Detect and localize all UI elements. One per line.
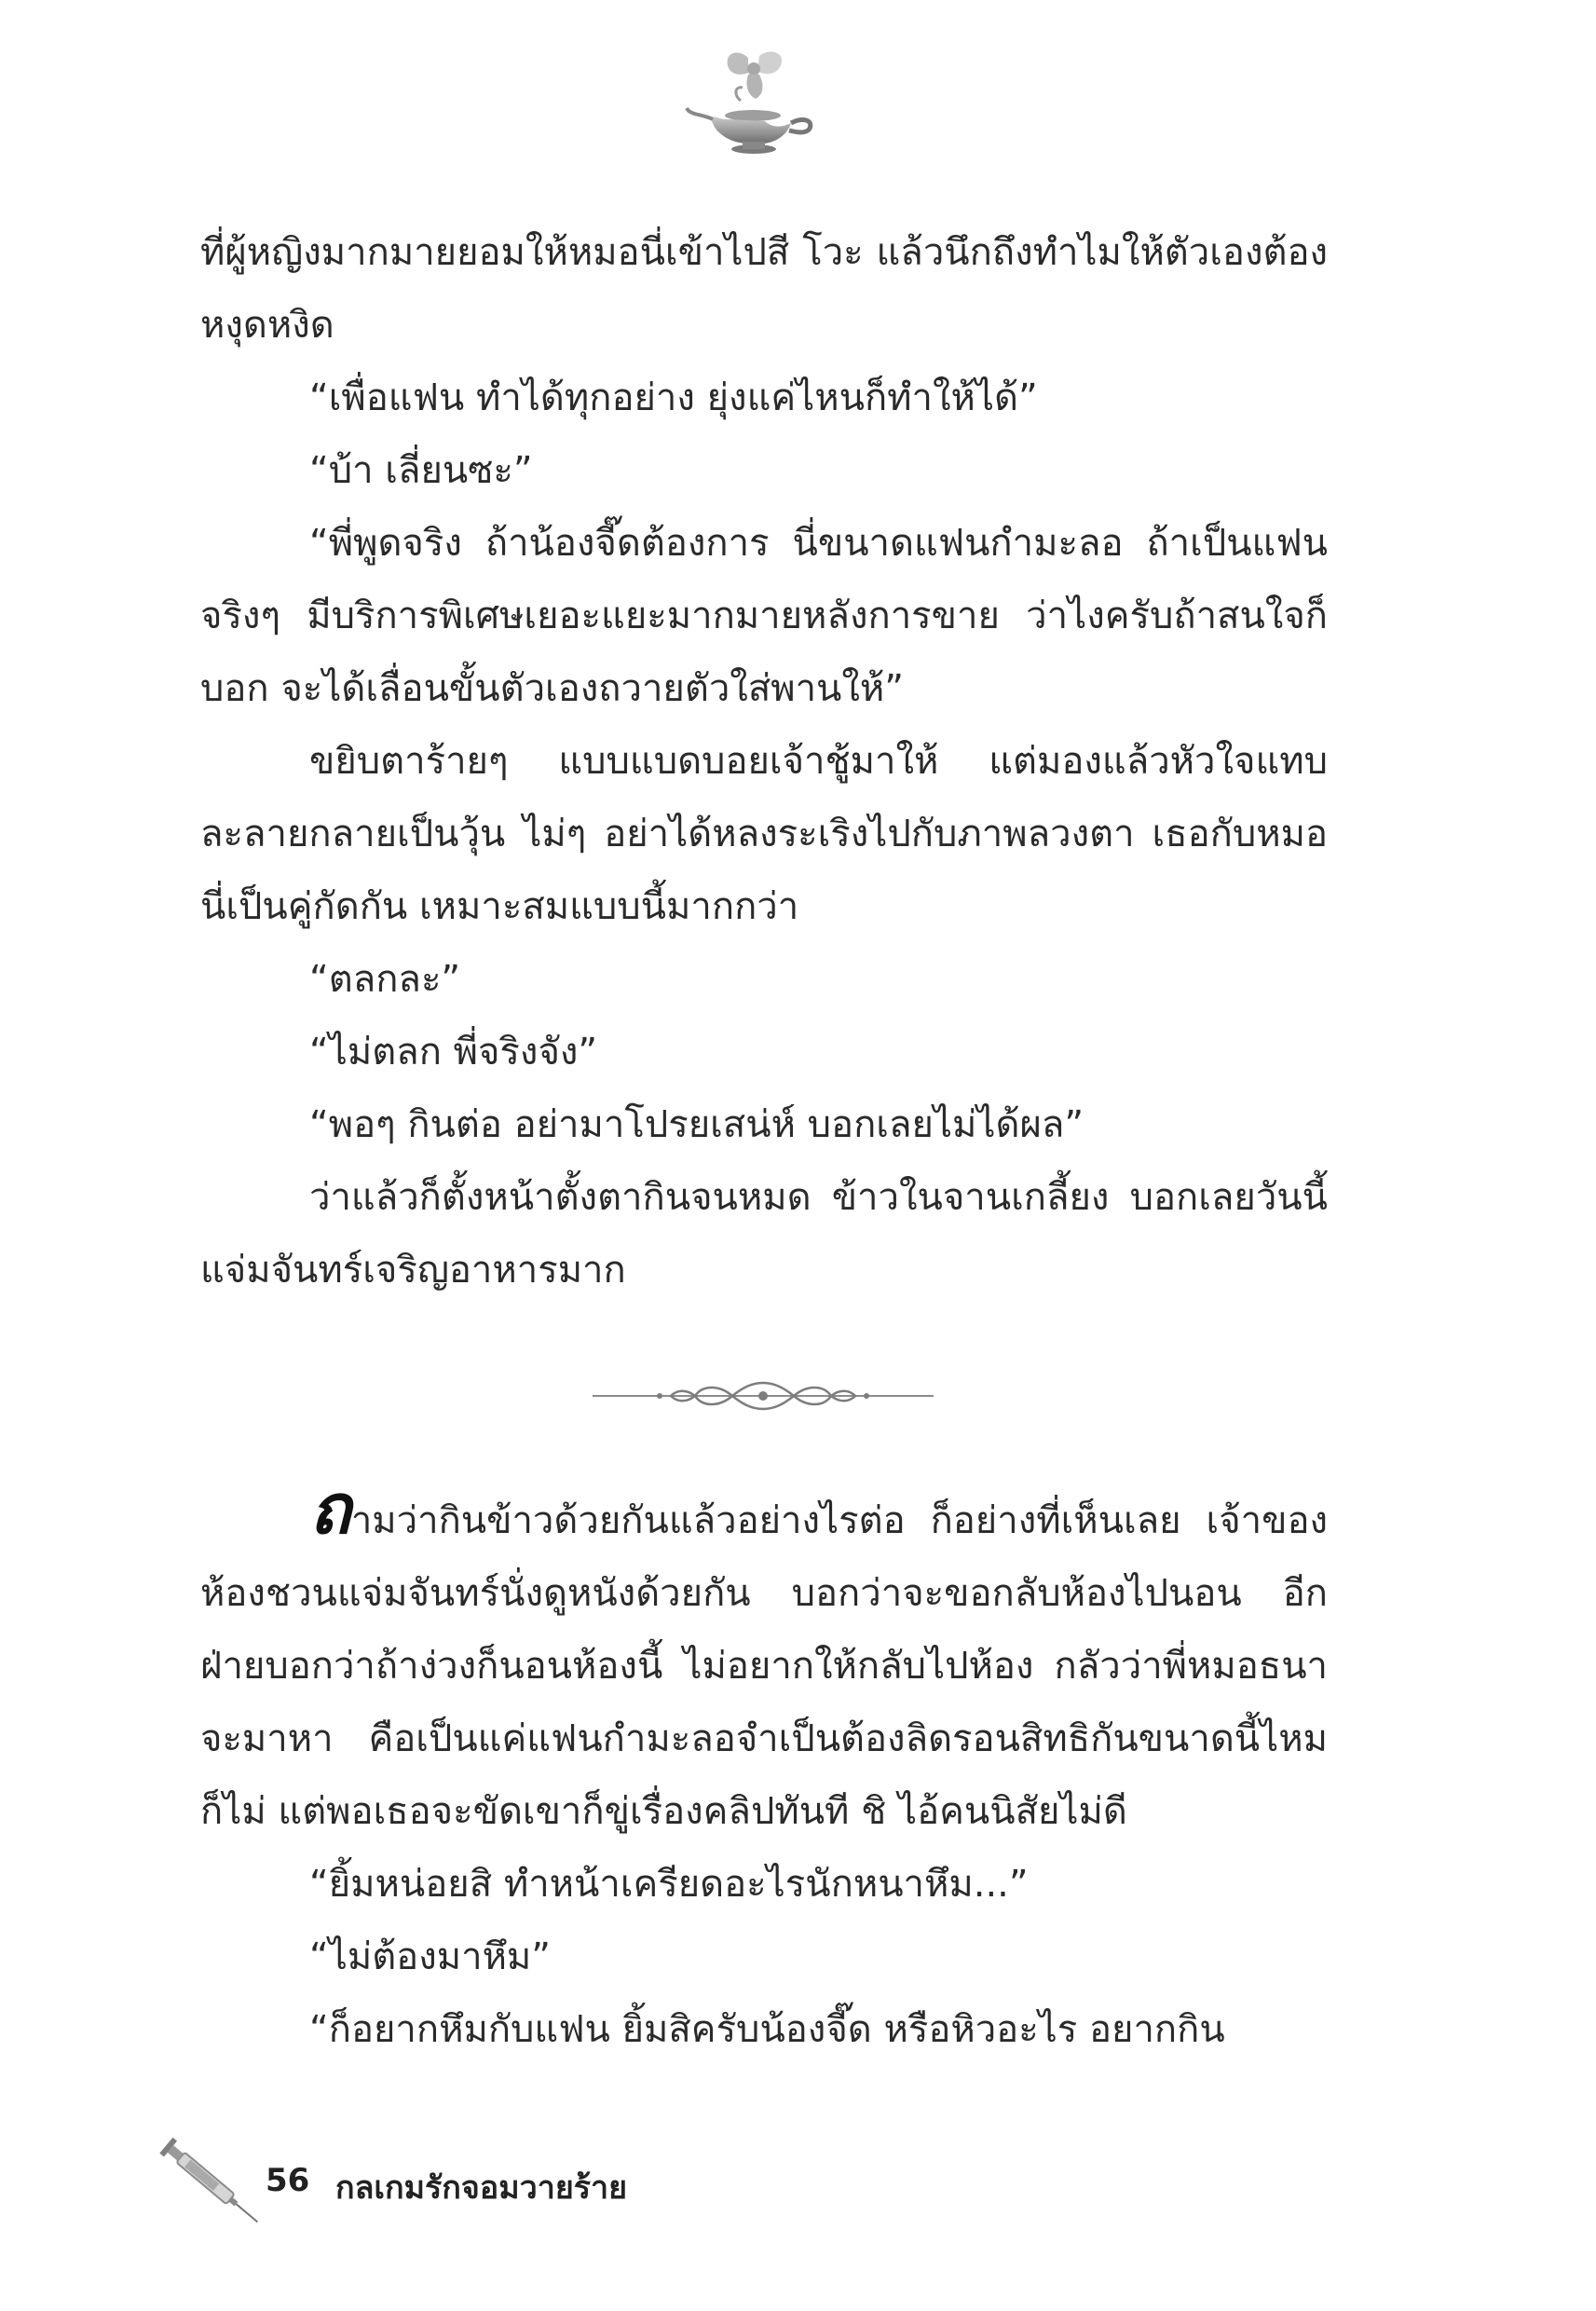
paragraph: “ไม่ต้องมาหึม” [309,1935,552,1978]
paragraph: “บ้า เลี่ยนซะ” [309,449,533,492]
paragraph: “พี่พูดจริง ถ้าน้องจี๊ดต้องการ นี่ขนาดแฟนกำมะลอ ถ้าเป็นแฟนจริงๆ มีบริการพิเศษเยอะแยะมากมายหลังการขาย ว่าไงครับถ้าสนใจก็บอก จะได้เลื่อนขั้นตัวเองถวายตัวใส่พานให้” [200,522,1328,710]
paragraph-text: ามว่ากินข้าวด้วยกันแล้วอย่างไรต่อ ก็อย่างที่เห็นเลย เจ้าของห้องชวนแจ่มจันทร์นั่งดูหนังด้วยกัน บอกว่าจะขอกลับห้องไปนอน อีกฝ่ายบอกว่าถ้าง่วงก็นอนห้องนี้ ไม่อยากให้กลับไปห้อง กลัวว่าพี่หมอธนาจะมาหา คือเป็นแค่แฟนกำมะลอจำเป็นต้องลิดรอนสิทธิกันขนาดนี้ไหม ก็ไม่ แต่พอเธอจะขัดเขาก็ขู่เรื่องคลิปทันที ชิ ไอ้คนนิสัยไม่ดี [200,1499,1328,1833]
text-section-2 [200,1470,1328,2066]
paragraph: “ตลกละ” [309,958,461,1001]
paragraph: “ไม่ตลก พี่จริงจัง” [309,1031,598,1073]
paragraph: ขยิบตาร้ายๆ แบบแบดบอยเจ้าชู้มาให้ แต่มองแล้วหัวใจแทบละลายกลายเป็นวุ้น ไม่ๆ อย่าได้หลงระเริงไปกับภาพลวงตา เธอกับหมอนี่เป็นคู่กัดกัน เหมาะสมแบบนี้มากกว่า [200,740,1328,928]
syringe-icon [154,2134,266,2227]
text-section-1 [200,216,1328,1306]
paragraph: “เพื่อแฟน ทำได้ทุกอย่าง ยุ่งแค่ไหนก็ทำให้ได้” [309,376,1038,419]
paragraph: ที่ผู้หญิงมากมายยอมให้หมอนี่เข้าไปสี โวะ แล้วนึกถึงทำไมให้ตัวเองต้องหงุดหงิด [200,231,1328,347]
paragraph: ว่าแล้วก็ตั้งหน้าตั้งตากินจนหมด ข้าวในจานเกลี้ยง บอกเลยวันนี้แจ่มจันทร์เจริญอาหารมาก [200,1176,1328,1292]
paragraph: “ยิ้มหน่อยสิ ทำหน้าเครียดอะไรนักหนาหึม...” [309,1863,1029,1906]
genie-lamp-cupid-icon [683,48,823,160]
drop-cap: ถ [309,1470,351,1550]
ornamental-divider [593,1370,934,1422]
page-number: 56 [266,2162,310,2199]
paragraph: “พอๆ กินต่อ อย่ามาโปรยเสน่ห์ บอกเลยไม่ได้ผล” [309,1103,1084,1146]
book-title: กลเกมรักจอมวายร้าย [335,2169,628,2207]
page-footer [154,2134,806,2227]
paragraph: “ก็อยากหึมกับแฟน ยิ้มสิครับน้องจี๊ด หรือหิวอะไร อยากกิน [309,2008,1225,2051]
paragraph [200,1470,1328,1848]
